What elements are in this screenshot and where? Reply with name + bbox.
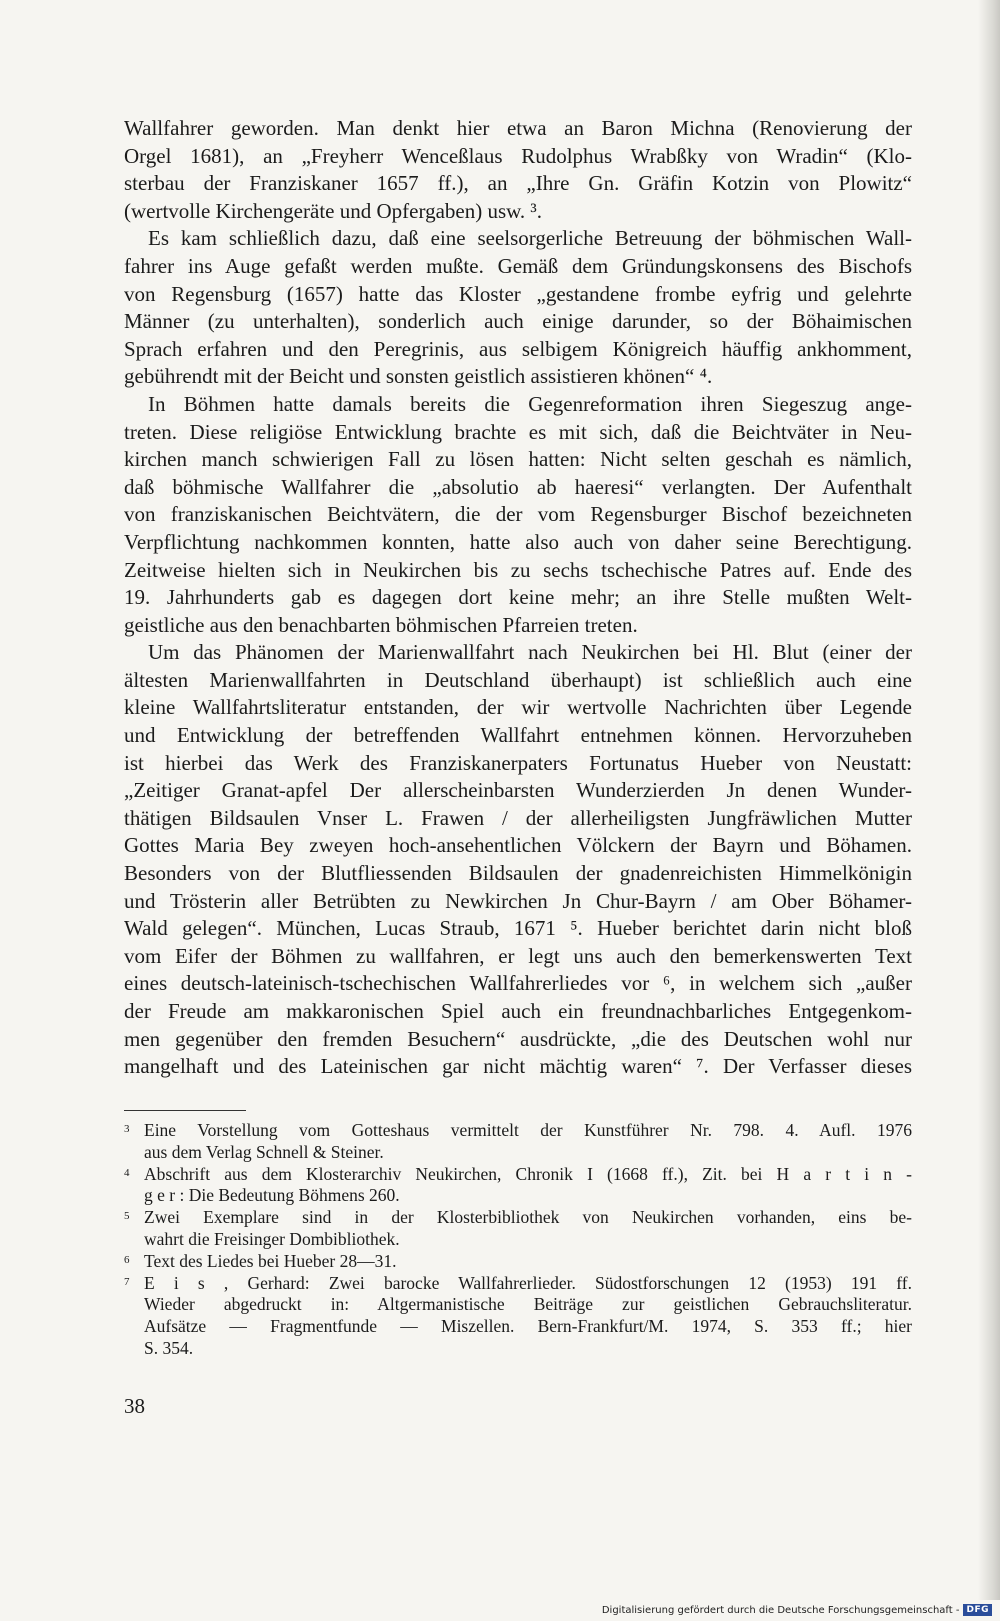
body-line: der Freude am makkaronischen Spiel auch ein freundnachbarliches Entgegenkom- <box>124 999 912 1023</box>
body-line: In Böhmen hatte damals bereits die Gegenreformation ihren Siegeszug ange- <box>148 391 912 416</box>
footnote-line <box>124 1294 912 1316</box>
body-line: Gottes Maria Bey zweyen hoch-ansehentlichen Völckern der Bayrn und Böhamen. <box>124 833 912 858</box>
body-line: thätigen Bildsaulen Vnser L. Frawen / der allerheiligsten Jungfräwlichen Mutter <box>124 805 912 830</box>
body-line: Verpflichtung nachkommen konnten, hatte also auch von daher seine Berechtigung. <box>124 529 912 554</box>
body-line: „Zeitiger Granat-apfel Der allerscheinbarsten Wunderzierden Jn denen Wunder- <box>124 778 912 803</box>
body-line: Männer (zu unterhalten), sonderlich auch einige darunder, so der Böhaimischen <box>124 309 912 334</box>
body-line: und Trösterin aller Betrübten zu Newkirchen Jn Chur-Bayrn / am Ober Böhamer- <box>124 888 912 913</box>
body-line: daß böhmische Wallfahrer die „absolutio ab haeresi“ verlangten. Der Aufenthalt <box>124 474 912 499</box>
footnote-text: Wieder abgedruckt in: Altgermanistische Beiträge zur geistlichen Gebrauchsliteratur. <box>144 1294 912 1315</box>
body-line: eines deutsch-lateinisch-tschechischen Wallfahrerliedes vor ⁶, in welchem sich „außer <box>124 971 912 996</box>
body-line: Wald gelegen“. München, Lucas Straub, 1671 ⁵. Hueber berichtet darin nicht bloß <box>124 916 912 941</box>
footnote-text: E i s , Gerhard: Zwei barocke Wallfahrerlieder. Südostforschungen 12 (1953) 191 ff. <box>144 1272 912 1293</box>
dfg-credit-text: Digitalisierung gefördert durch die Deutsche Forschungsgemeinschaft - <box>601 1604 960 1616</box>
body-line: Orgel 1681), an „Freyherr Wenceßlaus Rudolphus Wrabßky von Wradin“ (Klo- <box>124 143 912 168</box>
footnote-text: S. 354. <box>144 1337 194 1358</box>
footnote-line <box>124 1338 912 1360</box>
footnote-line <box>124 1229 912 1251</box>
body-line: fahrer ins Auge gefaßt werden mußte. Gemäß dem Gründungskonsens des Bischofs <box>124 253 912 278</box>
body-line: ist hierbei das Werk des Franziskanerpaters Fortunatus Hueber von Neustatt: <box>124 750 912 775</box>
body-line: Besonders von der Blutfliessenden Bildsaulen der gnadenreichisten Himmelkönigin <box>124 861 912 886</box>
footnote-line <box>124 1251 912 1273</box>
body-line: und Entwicklung der betreffenden Wallfahrt entnehmen können. Hervorzuheben <box>124 723 912 748</box>
footnote-line <box>124 1185 912 1207</box>
footnote-line <box>124 1207 912 1229</box>
body-line: geistliche aus den benachbarten böhmischen Pfarreien treten. <box>124 612 638 637</box>
body-line: ältesten Marienwallfahrten in Deutschland überhaupt) ist schließlich auch eine <box>124 667 912 692</box>
footnote-text: wahrt die Freisinger Dombibliothek. <box>144 1228 400 1249</box>
footnote-line <box>124 1273 912 1295</box>
footnote-number: 7 <box>124 1275 130 1288</box>
body-line: Sprach erfahren und den Peregrinis, aus selbigem Königreich häuffig ankhomment, <box>124 336 912 361</box>
footnote-line <box>124 1316 912 1338</box>
footnote-text: Zwei Exemplare sind in der Klosterbibliothek von Neukirchen vorhanden, eins be- <box>144 1207 912 1228</box>
body-line: mangelhaft und des Lateinischen gar nicht mächtig waren“ ⁷. Der Verfasser dieses <box>124 1054 912 1079</box>
footnote-line <box>124 1142 912 1164</box>
body-line: sterbau der Franziskaner 1657 ff.), an „Ihre Gn. Gräfin Kotzin von Plowitz“ <box>124 171 912 196</box>
body-line: Wallfahrer geworden. Man denkt hier etwa an Baron Michna (Renovierung der <box>124 116 912 140</box>
page-edge-shadow <box>978 0 1000 1600</box>
footnotes <box>124 1120 912 1360</box>
footnote-text: g e r : Die Bedeutung Böhmens 260. <box>144 1185 400 1206</box>
footnote-text: Abschrift aus dem Klosterarchiv Neukirchen, Chronik I (1668 ff.), Zit. bei H a r t i n - <box>144 1163 912 1184</box>
footnote-number: 6 <box>124 1253 130 1266</box>
footnote-separator <box>124 1110 246 1111</box>
body-line: Zeitweise hielten sich in Neukirchen bis zu sechs tschechische Patres auf. Ende des <box>124 557 912 582</box>
footnote-number: 3 <box>124 1123 130 1135</box>
footnote-text: Eine Vorstellung vom Gotteshaus vermittelt der Kunstführer Nr. 798. 4. Aufl. 1976 <box>144 1120 912 1140</box>
body-line: Um das Phänomen der Marienwallfahrt nach Neukirchen bei Hl. Blut (einer der <box>148 640 912 665</box>
footnote-number: 4 <box>124 1166 130 1179</box>
footnote-text: Aufsätze — Fragmentfunde — Miszellen. Bern-Frankfurt/M. 1974, S. 353 ff.; hier <box>144 1316 912 1337</box>
body-line: (wertvolle Kirchengeräte und Opfergaben) usw. ³. <box>124 198 542 223</box>
dfg-logo: DFG <box>963 1604 992 1616</box>
footnote-text: Text des Liedes bei Hueber 28—31. <box>144 1250 397 1271</box>
body-line: men gegenüber den fremden Besuchern“ ausdrückte, „die des Deutschen wohl nur <box>124 1026 912 1051</box>
body-line: gebührendt mit der Beicht und sonsten geistlich assistieren khönen“ ⁴. <box>124 364 713 389</box>
footnote-text: aus dem Verlag Schnell & Steiner. <box>144 1141 384 1162</box>
body-line: kirchen manch schwierigen Fall zu lösen hatten: Nicht selten geschah es nämlich, <box>124 447 912 472</box>
footnote-number: 5 <box>124 1210 130 1223</box>
body-line: 19. Jahrhunderts gab es dagegen dort keine mehr; an ihre Stelle mußten Welt- <box>124 585 912 610</box>
footnote-line <box>124 1164 912 1186</box>
body-line: von franziskanischen Beichtvätern, die der vom Regensburger Bischof bezeichneten <box>124 502 912 527</box>
footnote-line <box>124 1120 912 1142</box>
body-text <box>124 115 912 1081</box>
page-number: 38 <box>124 1394 145 1418</box>
body-line: vom Eifer der Böhmen zu wallfahren, er legt uns auch den bemerkenswerten Text <box>124 943 912 968</box>
body-line: treten. Diese religiöse Entwicklung brachte es mit sich, daß die Beichtväter in Neu- <box>124 419 912 444</box>
body-line: Es kam schließlich dazu, daß eine seelsorgerliche Betreuung der böhmischen Wall- <box>148 226 912 251</box>
body-line: von Regensburg (1657) hatte das Kloster „gestandene frombe eyfrig und gelehrte <box>124 281 912 306</box>
body-line: kleine Wallfahrtsliteratur entstanden, der wir wertvolle Nachrichten über Legende <box>124 695 912 720</box>
dfg-footer <box>602 1603 992 1617</box>
